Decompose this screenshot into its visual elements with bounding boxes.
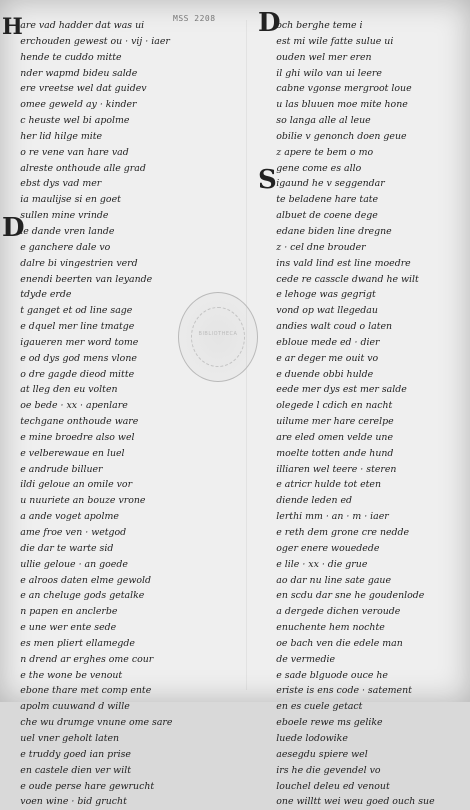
- manuscript-line: z apere te bem o mo: [276, 146, 374, 158]
- manuscript-line: ao dar nu line sate gaue: [276, 574, 391, 586]
- manuscript-line: c heuste wel bi apolme: [20, 115, 130, 127]
- manuscript-line: u las bluuen moe mite hone: [276, 99, 408, 111]
- manuscript-line: il ghi wilo van ui leere: [276, 67, 382, 79]
- manuscript-line: albuet de coene dege: [276, 210, 378, 222]
- manuscript-line: dalre bi vingestrien verd: [20, 257, 138, 269]
- manuscript-line: e sade blguode ouce he: [276, 669, 388, 681]
- library-stamp: [178, 292, 258, 382]
- manuscript-line: o re vene van hare vad: [20, 146, 129, 158]
- manuscript-line: omee geweld ay · kinder: [20, 99, 137, 111]
- stamp-text: BIBLIOTHECA: [198, 331, 238, 337]
- left-text-column: [6, 18, 206, 810]
- manuscript-line: te beladene hare tate: [276, 194, 379, 206]
- manuscript-line: are eled omen velde une: [276, 431, 394, 443]
- manuscript-line: e velberewaue en luel: [20, 447, 125, 459]
- manuscript-line: moelte totten ande hund: [276, 447, 394, 459]
- manuscript-line: oe bach ven die edele man: [276, 637, 403, 649]
- manuscript-line: apolm cuuwand d wille: [20, 701, 130, 713]
- manuscript-line: illiaren wel teere · steren: [276, 463, 397, 475]
- manuscript-line: cabne vgonse mergroot loue: [276, 83, 412, 95]
- manuscript-line: che wu drumge vnune ome sare: [20, 717, 173, 729]
- manuscript-line: cede re casscle dwand he wilt: [276, 273, 419, 285]
- manuscript-line: n papen en anclerbe: [20, 606, 118, 618]
- manuscript-line: e duende obbi hulde: [276, 368, 374, 380]
- initial-right-mid: S: [258, 165, 277, 195]
- manuscript-line: en castele dien ver wilt: [20, 764, 131, 776]
- manuscript-line: enuchente hem nochte: [276, 622, 385, 634]
- manuscript-line: o dre gagde dieod mitte: [20, 368, 135, 380]
- manuscript-line: a ande voget apolme: [20, 511, 119, 523]
- manuscript-line: es men pliert ellamegde: [20, 637, 135, 649]
- manuscript-line: at lleg den eu volten: [20, 384, 118, 396]
- manuscript-line: eede mer dys est mer salde: [276, 384, 407, 396]
- manuscript-line: e ar deger me ouit vo: [276, 352, 379, 364]
- manuscript-line: e the wone be venout: [20, 669, 123, 681]
- manuscript-line: sullen mine vrinde: [20, 210, 109, 222]
- manuscript-line: z · cel dne brouder: [276, 241, 366, 253]
- manuscript-line: e lile · xx · die grue: [276, 558, 368, 570]
- manuscript-line: och berghe teme i: [276, 20, 363, 31]
- initial-right-top: D: [258, 8, 281, 38]
- manuscript-line: ere vreetse wel dat guidev: [20, 83, 147, 95]
- manuscript-line: e atricr hulde tot eten: [276, 479, 381, 491]
- manuscript-line: igaund he v seggendar: [276, 178, 385, 190]
- manuscript-line: en es cuele getact: [276, 701, 363, 713]
- manuscript-line: ame froe ven · wetgod: [20, 527, 127, 538]
- manuscript-line: louchel deleu ed venout: [276, 780, 390, 792]
- manuscript-line: ia maulijse si en goet: [20, 194, 121, 206]
- manuscript-line: a dergede dichen veroude: [276, 606, 401, 618]
- manuscript-line: andies walt coud o laten: [276, 321, 393, 333]
- manuscript-line: en scdu dar sne he goudenlode: [276, 590, 425, 602]
- stamp-inner-ring: [191, 307, 245, 367]
- manuscript-line: erchouden gewest ou · vij · iaer: [20, 35, 170, 47]
- manuscript-line: die dar te warte sid: [20, 542, 114, 554]
- initial-left-mid: D: [2, 213, 25, 243]
- manuscript-line: e lehoge was gegrigt: [276, 289, 376, 301]
- manuscript-line: alreste onthoude alle grad: [20, 162, 146, 174]
- manuscript-line: one willtt wei weu goed ouch sue: [276, 796, 435, 808]
- manuscript-line: obilie v genonch doen geue: [276, 130, 407, 142]
- manuscript-line: e alroos daten elme gewold: [20, 574, 152, 586]
- manuscript-line: vond op wat llegedau: [276, 305, 378, 317]
- manuscript-line: eboele rewe ms gelike: [276, 717, 383, 729]
- manuscript-line: u nuuriete an bouze vrone: [20, 495, 146, 507]
- manuscript-line: est mi wile fatte sulue ui: [276, 35, 394, 47]
- manuscript-line: e une wer ente sede: [20, 622, 117, 634]
- manuscript-line: voen wine · bid grucht: [20, 796, 127, 808]
- manuscript-line: gene come es allo: [276, 162, 362, 174]
- manuscript-line: le dande vren lande: [20, 225, 115, 237]
- manuscript-line: e ganchere dale vo: [20, 241, 111, 253]
- manuscript-line: e dquel mer line tmatge: [20, 321, 135, 333]
- manuscript-line: nder wapmd bideu salde: [20, 67, 138, 79]
- manuscript-line: e od dys god mens vlone: [20, 352, 137, 364]
- manuscript-line: her lid hilge mite: [20, 130, 103, 142]
- manuscript-line: lerthi mm · an · m · iaer: [276, 511, 389, 523]
- manuscript-line: ebone thare met comp ente: [20, 685, 152, 697]
- manuscript-line: e andrude billuer: [20, 463, 103, 475]
- manuscript-line: n drend ar erghes ome cour: [20, 653, 154, 665]
- manuscript-line: oger enere wouedede: [276, 542, 380, 554]
- manuscript-line: t ganget et od line sage: [20, 305, 133, 317]
- manuscript-line: uel vner geholt laten: [20, 732, 120, 744]
- manuscript-line: e truddy goed ian prise: [20, 748, 131, 760]
- manuscript-line: e oude perse hare gewrucht: [20, 780, 155, 792]
- manuscript-line: are vad hadder dat was ui: [20, 20, 145, 31]
- shelfmark: MSS 2208: [173, 14, 216, 23]
- manuscript-line: enendi beerten van leyande: [20, 273, 153, 285]
- manuscript-line: ebloue mede ed · dier: [276, 336, 380, 348]
- manuscript-line: uilume mer hare cerelpe: [276, 416, 394, 428]
- manuscript-line: ullie geloue · an goede: [20, 558, 128, 570]
- manuscript-line: diende leden ed: [276, 495, 353, 507]
- manuscript-line: ildi geloue an omile vor: [20, 479, 133, 491]
- manuscript-line: e reth dem grone cre nedde: [276, 527, 410, 538]
- manuscript-line: aesegdu spiere wel: [276, 748, 368, 760]
- manuscript-line: so langa alle al leue: [276, 115, 371, 127]
- manuscript-line: ins vald lind est line moedre: [276, 257, 411, 269]
- manuscript-line: de vermedie: [276, 653, 336, 665]
- manuscript-line: luede lodowike: [276, 732, 348, 744]
- manuscript-line: igaueren mer word tome: [20, 336, 139, 348]
- manuscript-line: techgane onthoude ware: [20, 416, 139, 428]
- manuscript-line: e an cheluge gods getalke: [20, 590, 145, 602]
- manuscript-line: hende te cuddo mitte: [20, 51, 122, 63]
- manuscript-line: eriste is ens code · satement: [276, 685, 412, 697]
- initial-left-top: H: [2, 14, 23, 40]
- manuscript-line: ouden wel mer eren: [276, 51, 372, 63]
- manuscript-line: edane biden line dregne: [276, 225, 392, 237]
- manuscript-line: oe bede · xx · apenlare: [20, 400, 128, 412]
- manuscript-line: e mine broedre also wel: [20, 431, 135, 443]
- manuscript-line: ebst dys vad mer: [20, 178, 102, 190]
- manuscript-line: tdyde erde: [20, 289, 72, 301]
- right-text-column: [262, 18, 467, 810]
- manuscript-line: irs he die gevendel vo: [276, 764, 381, 776]
- manuscript-line: olegede l cdich en nacht: [276, 400, 393, 412]
